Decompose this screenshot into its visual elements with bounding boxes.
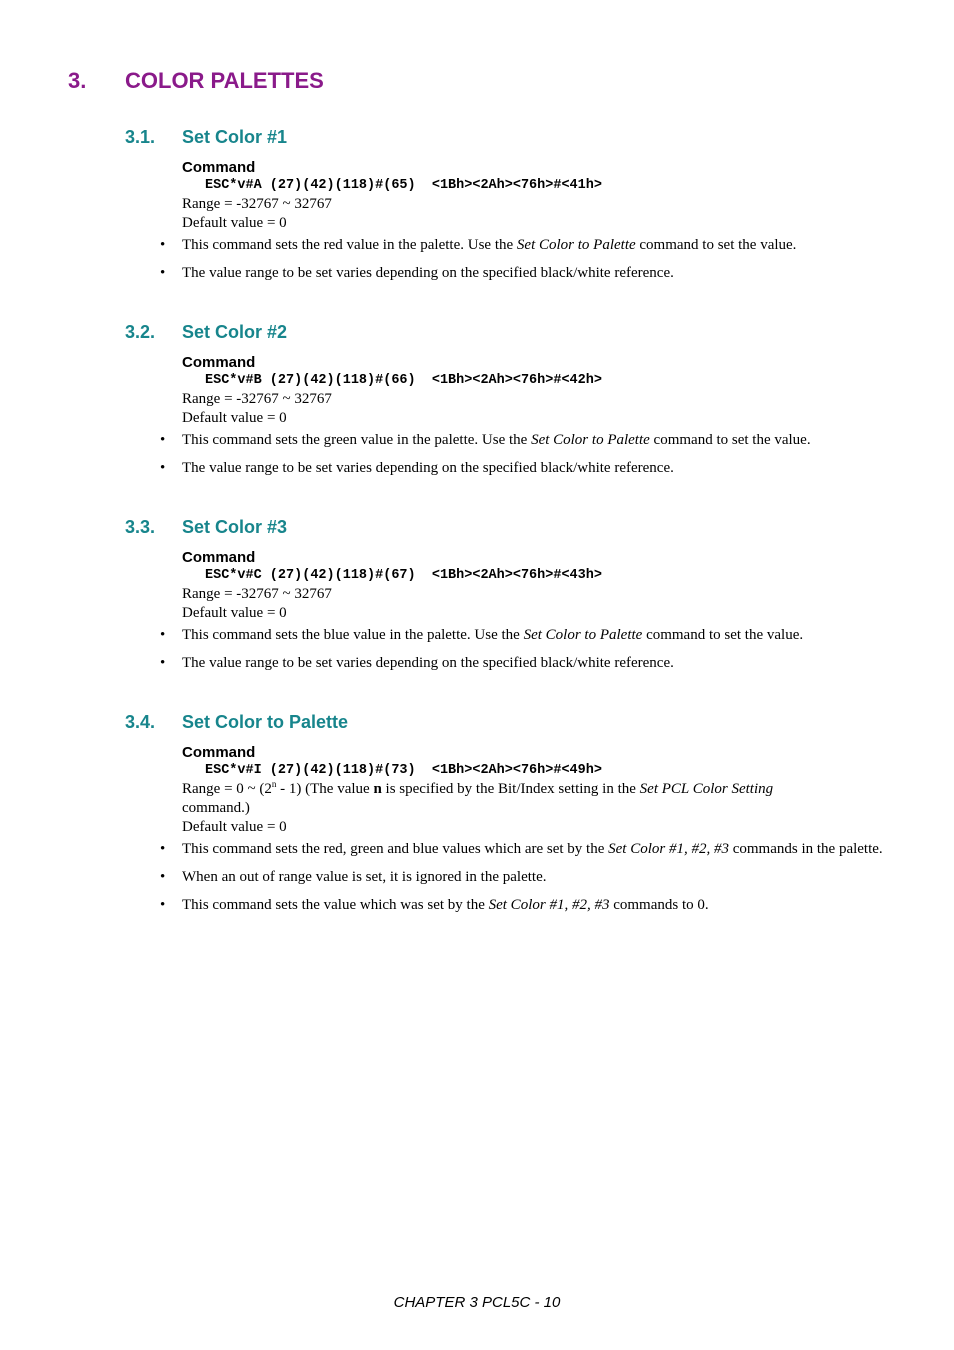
command-label: Command [182, 159, 256, 176]
bullet-list [160, 840, 895, 915]
bullet-icon: • [160, 460, 166, 476]
section-number: 3.1. [125, 127, 156, 147]
default-text: Default value = 0 [182, 605, 287, 621]
section-body [160, 744, 895, 915]
list-item: • The value range to be set varies depending on the specified black/white reference. [160, 265, 674, 281]
list-item: • This command sets the green value in the palette. Use the Set Color to Palette command to set the value. [160, 432, 811, 448]
section-3-2 [125, 319, 895, 487]
command-label: Command [182, 549, 256, 566]
section-body [160, 354, 895, 478]
command-label: Command [182, 744, 256, 761]
page-footer: CHAPTER 3 PCL5C - 10 [393, 1294, 561, 1311]
section-title: Set Color #3 [182, 517, 288, 537]
bullet-icon: • [160, 869, 166, 885]
range-text-continued: command.) [182, 800, 250, 816]
bullet-list [160, 236, 895, 283]
section-heading [125, 514, 895, 540]
bullet-list [160, 626, 895, 673]
section-title: Set Color #1 [182, 127, 288, 147]
default-text: Default value = 0 [182, 410, 287, 426]
command-code: ESC*v#C (27)(42)(118)#(67) <1Bh><2Ah><76h>#<43h> [205, 568, 602, 583]
range-text: Range = -32767 ~ 32767 [182, 391, 332, 407]
range-text: Range = -32767 ~ 32767 [182, 586, 332, 602]
bullet-icon: • [160, 237, 166, 253]
section-body [160, 159, 895, 283]
command-code: ESC*v#A (27)(42)(118)#(65) <1Bh><2Ah><76h>#<41h> [205, 178, 602, 193]
list-item: • This command sets the red value in the palette. Use the Set Color to Palette command to set the value. [160, 237, 797, 253]
section-3-1 [125, 124, 895, 292]
bullet-icon: • [160, 897, 166, 913]
section-number: 3.2. [125, 322, 156, 342]
section-heading [125, 319, 895, 345]
section-3-3 [125, 514, 895, 682]
bullet-icon: • [160, 432, 166, 448]
command-code: ESC*v#I (27)(42)(118)#(73) <1Bh><2Ah><76h>#<49h> [205, 763, 602, 778]
section-3-4 [125, 709, 895, 924]
section-title: Set Color #2 [182, 322, 288, 342]
bullet-icon: • [160, 655, 166, 671]
chapter-number: 3. [68, 68, 87, 93]
default-text: Default value = 0 [182, 215, 287, 231]
section-title: Set Color to Palette [182, 712, 349, 732]
list-item: • The value range to be set varies depending on the specified black/white reference. [160, 460, 674, 476]
section-heading [125, 124, 895, 150]
section-body [160, 549, 895, 673]
bullet-icon: • [160, 841, 166, 857]
chapter-heading [68, 68, 324, 94]
section-heading [125, 709, 895, 735]
bullet-icon: • [160, 265, 166, 281]
range-text: Range = 0 ~ (2$^n$ - 1) (The value n is specified by the Bit/Index setting in the Set PCL Color Setting [182, 779, 774, 797]
bullet-list [160, 431, 895, 478]
range-text: Range = -32767 ~ 32767 [182, 196, 332, 212]
list-item: • This command sets the blue value in the palette. Use the Set Color to Palette command to set the value. [160, 627, 804, 643]
command-label: Command [182, 354, 256, 371]
section-number: 3.3. [125, 517, 156, 537]
command-code: ESC*v#B (27)(42)(118)#(66) <1Bh><2Ah><76h>#<42h> [205, 373, 602, 388]
list-item: • The value range to be set varies depending on the specified black/white reference. [160, 655, 674, 671]
list-item: • When an out of range value is set, it is ignored in the palette. [160, 869, 547, 885]
list-item: • This command sets the value which was set by the Set Color #1, #2, #3 commands to 0. [160, 897, 709, 913]
list-item: • This command sets the red, green and blue values which are set by the Set Color #1, #2, #3 commands in the palette. [160, 841, 883, 857]
default-text: Default value = 0 [182, 819, 287, 835]
chapter-title: COLOR PALETTES [125, 68, 324, 93]
bullet-icon: • [160, 627, 166, 643]
section-number: 3.4. [125, 712, 156, 732]
